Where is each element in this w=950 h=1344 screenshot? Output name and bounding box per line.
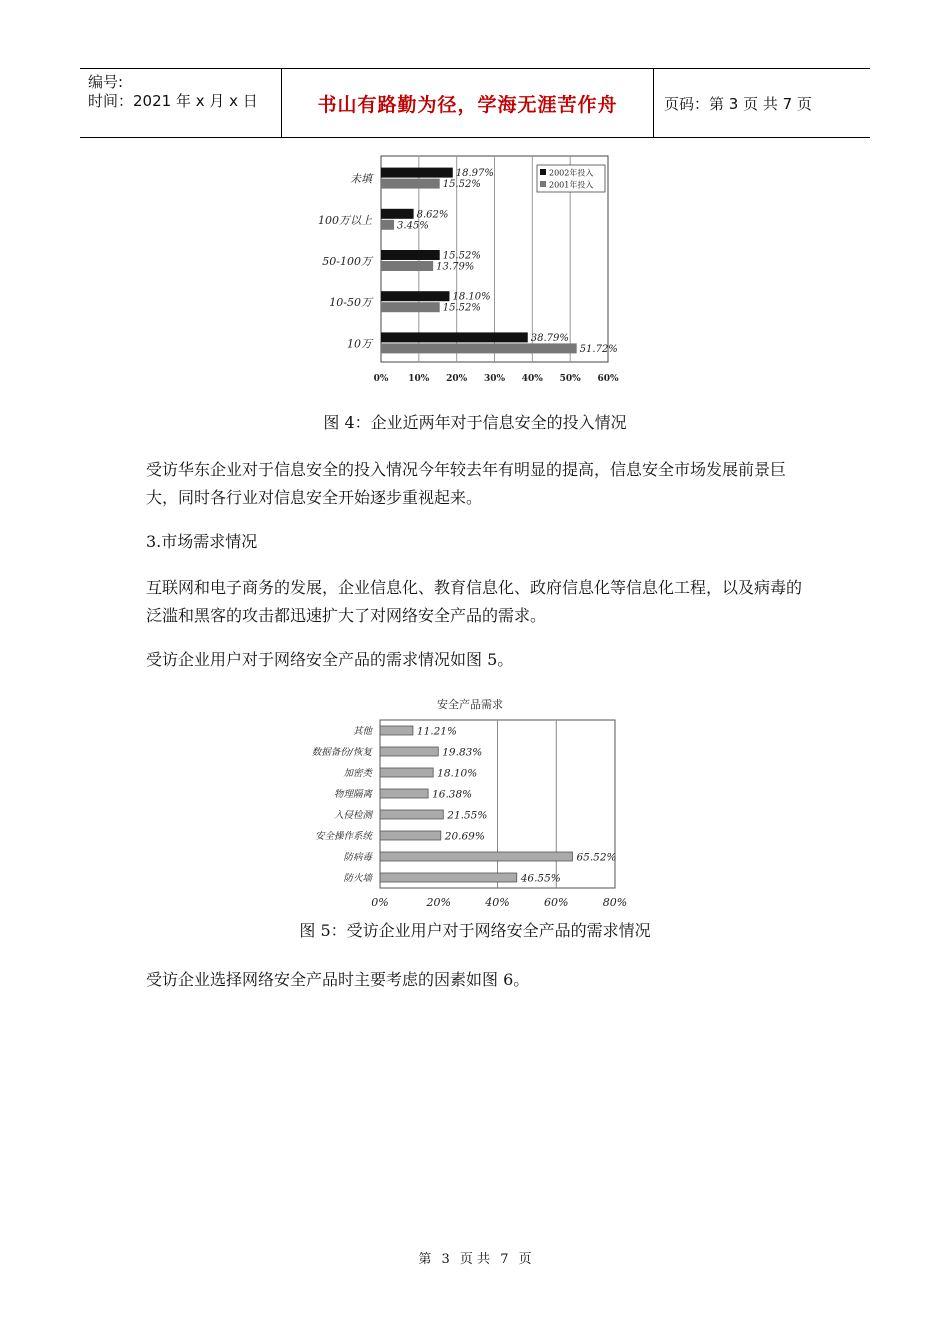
category-label: 100万以上 bbox=[318, 213, 372, 227]
bar bbox=[380, 726, 413, 735]
x-tick-label: 60% bbox=[544, 896, 569, 909]
category-label: 10万 bbox=[347, 337, 372, 351]
bar-2002 bbox=[381, 168, 453, 178]
bar bbox=[380, 873, 517, 882]
chart-title: 安全产品需求 bbox=[437, 698, 503, 711]
paragraph-market-demand: 互联网和电子商务的发展，企业信息化、教育信息化、政府信息化等信息化工程，以及病毒的泛滥和黑客的攻击都迅速扩大了对网络安全产品的需求。 bbox=[146, 578, 803, 625]
paragraph-figure6-intro: 受访企业选择网络安全产品时主要考虑的因素如图 6。 bbox=[146, 970, 530, 989]
x-tick-label: 50% bbox=[559, 374, 581, 384]
bar-value-label: 13.79% bbox=[436, 261, 475, 273]
legend-label: 2001年投入 bbox=[549, 180, 594, 190]
bar-2001 bbox=[381, 220, 394, 230]
bar-value-label: 3.45% bbox=[397, 220, 429, 232]
footer-total-pages: 7 bbox=[500, 1252, 509, 1267]
footer-page-number: 3 bbox=[441, 1252, 450, 1267]
legend-label: 2002年投入 bbox=[549, 168, 594, 178]
bar-2001 bbox=[381, 261, 433, 271]
section-heading: 3.市场需求情况 bbox=[146, 532, 258, 551]
footer-mid: 页 共 bbox=[459, 1252, 491, 1267]
bar-2002 bbox=[381, 332, 528, 342]
bar-2001 bbox=[381, 343, 577, 353]
x-tick-label: 80% bbox=[602, 896, 628, 909]
x-tick-label: 30% bbox=[483, 374, 506, 384]
category-label: 未填 bbox=[350, 172, 372, 186]
bar bbox=[380, 852, 572, 861]
bar-value-label: 51.72% bbox=[579, 343, 618, 355]
figure4-chart bbox=[290, 148, 640, 392]
document-number-label: 编号: bbox=[88, 73, 124, 91]
header-page-info: 页码：第 3 页 共 7 页 bbox=[664, 94, 812, 113]
paragraph-figure5-intro: 受访企业用户对于网络安全产品的需求情况如图 5。 bbox=[146, 650, 514, 669]
bar bbox=[380, 747, 438, 756]
figure5-chart bbox=[290, 690, 640, 919]
bar-2001 bbox=[381, 179, 440, 189]
category-label: 数据备份/恢复 bbox=[311, 747, 372, 758]
bar-value-label: 65.52% bbox=[576, 851, 617, 864]
legend-swatch bbox=[540, 169, 546, 175]
category-label: 加密类 bbox=[343, 768, 372, 779]
category-label: 50-100万 bbox=[322, 255, 372, 268]
page-footer bbox=[0, 1248, 950, 1267]
bar-value-label: 19.83% bbox=[442, 746, 483, 759]
figure4-caption: 图 4：企业近两年对于信息安全的投入情况 bbox=[323, 413, 627, 432]
bar-value-label: 18.97% bbox=[455, 168, 494, 180]
bar-value-label: 15.52% bbox=[442, 302, 481, 314]
category-label: 其他 bbox=[352, 726, 372, 737]
paragraph-investment: 受访华东企业对于信息安全的投入情况今年较去年有明显的提高，信息安全市场发展前景巨大，同时各行业对信息安全开始逐步重视起来。 bbox=[146, 460, 787, 507]
page-header bbox=[80, 68, 870, 138]
bar-value-label: 16.38% bbox=[432, 788, 473, 801]
category-label: 防火墙 bbox=[343, 873, 372, 884]
footer-suffix: 页 bbox=[518, 1252, 532, 1267]
bar-value-label: 18.10% bbox=[452, 291, 491, 303]
x-tick-label: 40% bbox=[521, 374, 543, 384]
figure5-caption: 图 5：受访企业用户对于网络安全产品的需求情况 bbox=[299, 921, 651, 940]
category-label: 入侵检测 bbox=[333, 810, 372, 821]
bar-value-label: 21.55% bbox=[447, 809, 488, 822]
bar-value-label: 18.10% bbox=[437, 767, 478, 780]
x-tick-label: 20% bbox=[446, 374, 468, 384]
bar-2002 bbox=[381, 250, 440, 260]
x-tick-label: 40% bbox=[485, 896, 510, 909]
bar-2001 bbox=[381, 302, 440, 312]
bar bbox=[380, 831, 441, 840]
legend-swatch bbox=[540, 181, 546, 187]
bar-value-label: 8.62% bbox=[416, 209, 449, 221]
bar bbox=[380, 789, 428, 798]
category-label: 物理隔离 bbox=[333, 789, 372, 800]
document-time-label: 时间：2021 年 x 月 x 日 bbox=[88, 92, 258, 110]
category-label: 10-50万 bbox=[329, 296, 372, 310]
x-tick-label: 0% bbox=[371, 896, 389, 909]
bar-value-label: 38.79% bbox=[530, 332, 569, 344]
bar-value-label: 46.55% bbox=[520, 872, 561, 885]
bar bbox=[380, 810, 443, 819]
header-meta bbox=[80, 69, 282, 137]
bar-value-label: 20.69% bbox=[444, 830, 485, 843]
bar-value-label: 15.52% bbox=[442, 250, 481, 262]
header-motto: 书山有路勤为径，学海无涯苦作舟 bbox=[282, 69, 654, 137]
x-tick-label: 0% bbox=[373, 374, 389, 384]
x-tick-label: 60% bbox=[597, 374, 619, 384]
x-tick-label: 20% bbox=[426, 896, 451, 909]
bar bbox=[380, 768, 433, 777]
category-label: 防病毒 bbox=[343, 852, 372, 863]
bar-2002 bbox=[381, 291, 449, 301]
category-label: 安全操作系统 bbox=[314, 831, 372, 842]
bar-value-label: 11.21% bbox=[416, 725, 457, 738]
x-tick-label: 10% bbox=[408, 374, 430, 384]
bar-2002 bbox=[381, 209, 414, 219]
bar-value-label: 15.52% bbox=[442, 179, 481, 191]
footer-prefix: 第 bbox=[418, 1252, 432, 1267]
